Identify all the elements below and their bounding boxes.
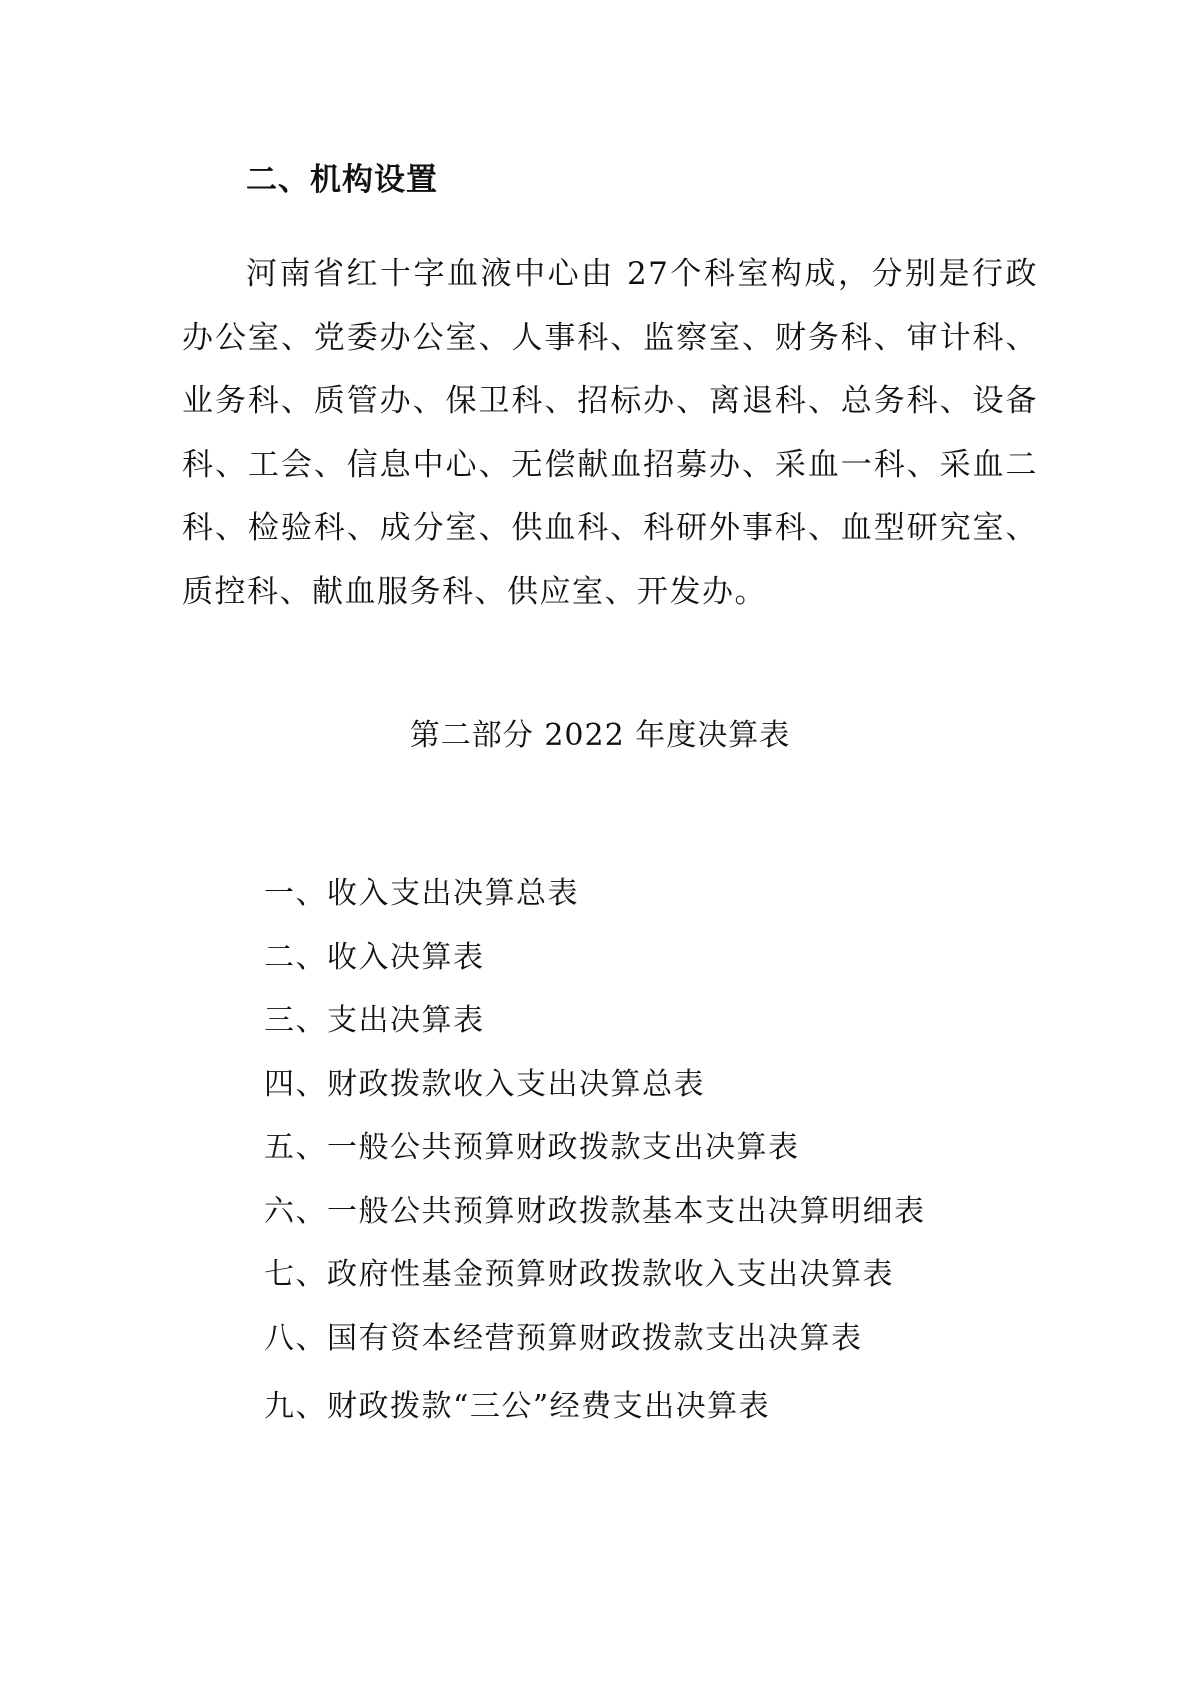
toc-item: 七、政府性基金预算财政拨款收入支出决算表 bbox=[264, 1257, 894, 1292]
toc-item: 四、财政拨款收入支出决算总表 bbox=[264, 1066, 705, 1102]
toc-item: 二、收入决算表 bbox=[264, 939, 485, 975]
toc-item: 八、国有资本经营预算财政拨款支出决算表 bbox=[264, 1320, 863, 1356]
toc-item: 六、一般公共预算财政拨款基本支出决算明细表 bbox=[264, 1193, 926, 1229]
section-heading: 二、机构设置 bbox=[246, 162, 438, 198]
table-of-contents bbox=[264, 862, 926, 1439]
organization-paragraph: 河南省红十字血液中心由 27个科室构成，分别是行政办公室、党委办公室、人事科、监察室、财务科、审计科、业务科、质管办、保卫科、招标办、离退科、总务科、设备科、工会、信息中心、无偿献血招募办、采血一科、采血二科、检验科、成分室、供血科、科研外事科、血型研究室、质控科、献血服务科、供应室、开发办。 bbox=[182, 256, 1038, 610]
toc-item: 九、财政拨款“三公”经费支出决算表 bbox=[264, 1389, 771, 1424]
part-title: 第二部分 2022 年度决算表 bbox=[409, 718, 791, 753]
toc-item: 三、支出决算表 bbox=[264, 1003, 485, 1038]
toc-item: 一、收入支出决算总表 bbox=[264, 876, 579, 911]
toc-item: 五、一般公共预算财政拨款支出决算表 bbox=[264, 1130, 800, 1165]
